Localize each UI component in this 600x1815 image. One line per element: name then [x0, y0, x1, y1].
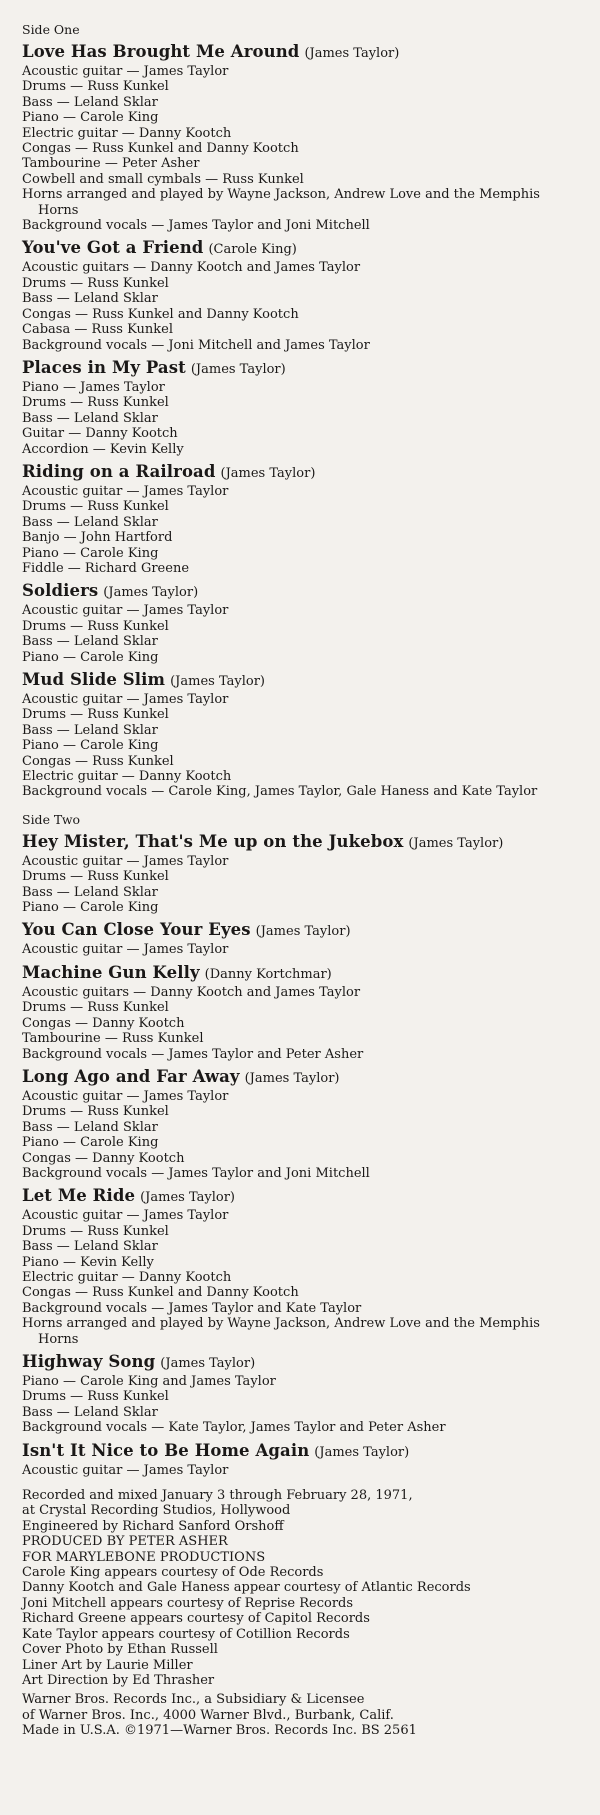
credit-line: Piano — Carole King	[22, 545, 159, 561]
side-label: Side One	[22, 22, 80, 37]
song-title: Highway Song	[22, 1352, 156, 1371]
liner-line: PRODUCED BY PETER ASHER	[22, 1534, 228, 1550]
credit-line: Drums — Russ Kunkel	[22, 275, 169, 291]
credit-line: Background vocals — Carole King, James Taylor, Gale Haness and Kate Taylor	[22, 784, 538, 800]
credit-line: Background vocals — James Taylor and Joni Mitchell	[22, 218, 370, 234]
liner-line: of Warner Bros. Inc., 4000 Warner Blvd., Burbank, Calif.	[22, 1707, 394, 1723]
song-composer: (James Taylor)	[220, 465, 316, 481]
song-block	[22, 1186, 580, 1347]
credit-line: Piano — Kevin Kelly	[22, 1254, 154, 1270]
liner-line: Made in U.S.A. ©1971—Warner Bros. Records Inc. BS 2561	[22, 1723, 417, 1739]
recording-credits	[22, 1488, 580, 1688]
credit-line: Background vocals — Kate Taylor, James Taylor and Peter Asher	[22, 1420, 446, 1436]
song-block	[22, 1441, 580, 1478]
credits-list	[22, 484, 580, 576]
song-title: Machine Gun Kelly	[22, 962, 200, 982]
song-composer: (James Taylor)	[255, 924, 351, 940]
liner-line: Joni Mitchell appears courtesy of Reprise Records	[22, 1595, 354, 1611]
credit-line: Tambourine — Peter Asher	[22, 156, 200, 172]
credit-line: Background vocals — James Taylor and Kate Taylor	[22, 1300, 362, 1316]
song-title: Hey Mister, That's Me up on the Jukebox	[22, 831, 404, 851]
credits-list	[22, 985, 580, 1062]
credit-line: Piano — Carole King	[22, 649, 159, 665]
credits-list	[22, 942, 580, 957]
credit-line: Fiddle — Richard Greene	[22, 560, 190, 576]
song-block	[22, 238, 580, 352]
credit-line: Bass — Leland Sklar	[22, 291, 158, 307]
credit-line: Horns arranged and played by Wayne Jackson, Andrew Love and the Memphis Horns	[22, 1316, 540, 1347]
song-title: Places in My Past	[22, 357, 186, 377]
credits-list	[22, 1374, 580, 1436]
song-composer: (James Taylor)	[170, 674, 265, 689]
credit-line: Congas — Russ Kunkel and Danny Kootch	[22, 141, 299, 157]
liner-line: Warner Bros. Records Inc., a Subsidiary & Licensee	[22, 1692, 365, 1708]
liner-line: Richard Greene appears courtesy of Capitol Records	[22, 1611, 370, 1627]
credit-line: Bass — Leland Sklar	[22, 1119, 158, 1135]
credits-list	[22, 380, 580, 457]
credit-line: Piano — Carole King	[22, 738, 159, 754]
credit-line: Electric guitar — Danny Kootch	[22, 1269, 232, 1285]
credit-line: Drums — Russ Kunkel	[22, 618, 169, 634]
credit-line: Acoustic guitar — James Taylor	[22, 692, 229, 707]
song-composer: (James Taylor)	[160, 1356, 256, 1371]
credit-line: Drums — Russ Kunkel	[22, 1104, 169, 1120]
song-block	[22, 462, 580, 576]
credit-line: Congas — Danny Kootch	[22, 1150, 185, 1166]
side-label: Side Two	[22, 811, 81, 827]
liner-line: Recorded and mixed January 3 through February 28, 1971,	[22, 1488, 413, 1504]
credit-line: Electric guitar — Danny Kootch	[22, 769, 232, 785]
liner-line: Liner Art by Laurie Miller	[22, 1657, 193, 1673]
song-composer: (James Taylor)	[244, 1070, 340, 1086]
credits-list	[22, 603, 580, 665]
credit-line: Bass — Leland Sklar	[22, 1404, 158, 1420]
credit-line: Piano — Carole King and James Taylor	[22, 1374, 276, 1389]
credit-line: Piano — Carole King	[22, 900, 159, 916]
credit-line: Bass — Leland Sklar	[22, 634, 158, 650]
song-block	[22, 670, 580, 800]
credit-line: Bass — Leland Sklar	[22, 722, 158, 738]
credit-line: Drums — Russ Kunkel	[22, 707, 169, 723]
credit-line: Drums — Russ Kunkel	[22, 1000, 169, 1016]
song-composer: (James Taylor)	[408, 835, 504, 851]
liner-line: Engineered by Richard Sanford Orshoff	[22, 1518, 284, 1534]
credit-line: Acoustic guitar — James Taylor	[22, 1088, 229, 1104]
liner-line: FOR MARYLEBONE PRODUCTIONS	[22, 1549, 266, 1565]
credit-line: Bass — Leland Sklar	[22, 514, 158, 530]
credit-line: Congas — Russ Kunkel and Danny Kootch	[22, 1285, 299, 1301]
credit-line: Drums — Russ Kunkel	[22, 395, 169, 411]
credit-line: Bass — Leland Sklar	[22, 884, 158, 900]
credit-line: Acoustic guitars — Danny Kootch and James Taylor	[22, 984, 361, 1000]
song-composer: (James Taylor)	[314, 1444, 410, 1460]
credit-line: Acoustic guitar — James Taylor	[22, 853, 229, 869]
credit-line: Cowbell and small cymbals — Russ Kunkel	[22, 171, 304, 187]
song-title: You Can Close Your Eyes	[22, 920, 251, 940]
credits-list	[22, 692, 580, 800]
song-title: You've Got a Friend	[22, 238, 204, 258]
song-title: Let Me Ride	[22, 1186, 136, 1206]
credit-line: Tambourine — Russ Kunkel	[22, 1031, 204, 1047]
song-block	[22, 963, 580, 1062]
credits-list	[22, 854, 580, 916]
credit-line: Acoustic guitar — James Taylor	[22, 1462, 229, 1478]
side-one	[22, 22, 580, 800]
credit-line: Bass — Leland Sklar	[22, 1239, 158, 1255]
song-block	[22, 1067, 580, 1181]
credit-line: Background vocals — Joni Mitchell and James Taylor	[22, 337, 370, 353]
credit-line: Drums — Russ Kunkel	[22, 869, 169, 885]
liner-line: Carole King appears courtesy of Ode Records	[22, 1565, 324, 1581]
liner-line: Danny Kootch and Gale Haness appear courtesy of Atlantic Records	[22, 1580, 471, 1596]
song-composer: (James Taylor)	[304, 46, 400, 61]
credit-line: Drums — Russ Kunkel	[22, 1389, 169, 1405]
song-composer: (James Taylor)	[103, 585, 199, 601]
song-title: Isn't It Nice to Be Home Again	[22, 1440, 310, 1460]
credit-line: Acoustic guitar — James Taylor	[22, 603, 229, 619]
song-title: Love Has Brought Me Around	[22, 42, 300, 61]
credit-line: Acoustic guitar — James Taylor	[22, 942, 229, 958]
song-composer: (James Taylor)	[190, 361, 286, 377]
credit-line: Bass — Leland Sklar	[22, 410, 158, 426]
song-block	[22, 832, 580, 916]
side-two	[22, 812, 580, 1478]
song-composer: (James Taylor)	[140, 1190, 235, 1206]
credits-list	[22, 1463, 580, 1478]
credits-list	[22, 64, 580, 233]
credits-list	[22, 1208, 580, 1347]
credit-line: Congas — Russ Kunkel and Danny Kootch	[22, 306, 299, 322]
song-block	[22, 581, 580, 665]
song-block	[22, 920, 580, 957]
credit-line: Congas — Danny Kootch	[22, 1015, 185, 1031]
credit-line: Drums — Russ Kunkel	[22, 79, 169, 95]
credit-line: Piano — James Taylor	[22, 379, 165, 395]
credit-line: Banjo — John Hartford	[22, 530, 173, 546]
credit-line: Accordion — Kevin Kelly	[22, 441, 184, 457]
liner-line: at Crystal Recording Studios, Hollywood	[22, 1503, 291, 1519]
song-title: Mud Slide Slim	[22, 670, 166, 689]
credit-line: Guitar — Danny Kootch	[22, 426, 178, 442]
liner-line: Art Direction by Ed Thrasher	[22, 1672, 215, 1688]
liner-notes	[22, 1488, 580, 1739]
credit-line: Electric guitar — Danny Kootch	[22, 125, 232, 141]
credit-line: Background vocals — James Taylor and Joni Mitchell	[22, 1165, 370, 1181]
credit-line: Bass — Leland Sklar	[22, 94, 158, 110]
song-title: Long Ago and Far Away	[22, 1066, 240, 1086]
liner-line: Kate Taylor appears courtesy of Cotillion Records	[22, 1626, 350, 1642]
credit-line: Horns arranged and played by Wayne Jackson, Andrew Love and the Memphis Horns	[22, 187, 540, 218]
credit-line: Piano — Carole King	[22, 1135, 159, 1151]
song-title: Riding on a Railroad	[22, 461, 216, 481]
credits-list	[22, 1089, 580, 1181]
credit-line: Cabasa — Russ Kunkel	[22, 322, 173, 338]
credit-line: Acoustic guitar — James Taylor	[22, 1208, 229, 1224]
song-composer: (Carole King)	[208, 242, 297, 258]
credit-line: Piano — Carole King	[22, 110, 159, 126]
song-composer: (Danny Kortchmar)	[204, 966, 332, 982]
credit-line: Acoustic guitar — James Taylor	[22, 64, 229, 79]
credit-line: Congas — Russ Kunkel	[22, 753, 174, 769]
credit-line: Acoustic guitar — James Taylor	[22, 483, 229, 499]
song-block	[22, 42, 580, 233]
legal-notice	[22, 1692, 580, 1738]
credit-line: Background vocals — James Taylor and Peter Asher	[22, 1046, 364, 1062]
song-block	[22, 358, 580, 457]
credit-line: Drums — Russ Kunkel	[22, 1223, 169, 1239]
song-title: Soldiers	[22, 581, 99, 601]
credit-line: Drums — Russ Kunkel	[22, 499, 169, 515]
credit-line: Acoustic guitars — Danny Kootch and James Taylor	[22, 260, 361, 276]
credits-list	[22, 260, 580, 352]
liner-line: Cover Photo by Ethan Russell	[22, 1642, 218, 1658]
song-block	[22, 1352, 580, 1436]
